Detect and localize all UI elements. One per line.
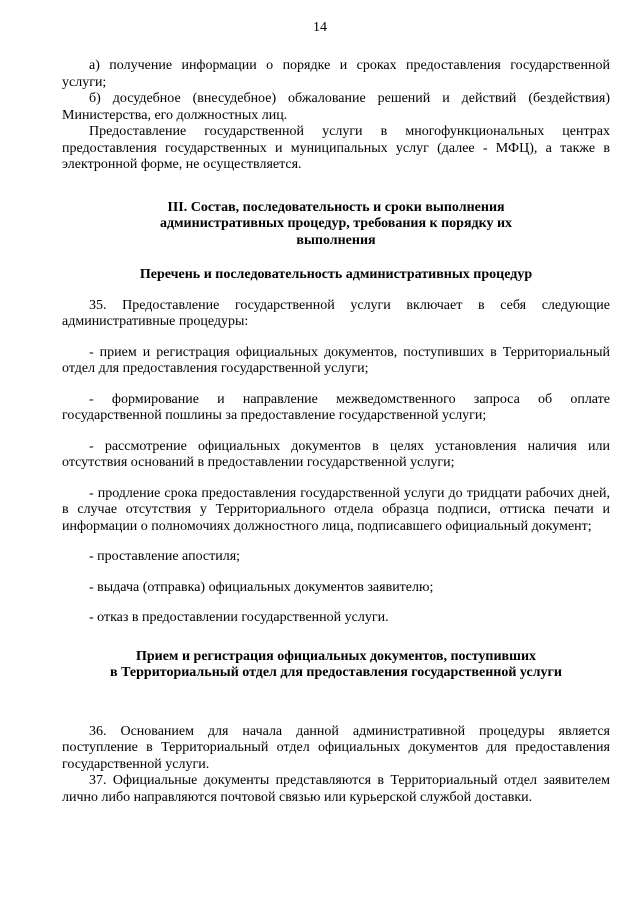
- procedure-item: - выдача (отправка) официальных документов заявителю;: [89, 579, 434, 595]
- document-body: [62, 58, 610, 806]
- procedure-item: - прием и регистрация официальных документов, поступивших в Территориальный отдел для предоставления государственной услуги;: [62, 344, 610, 376]
- paragraph-35: 35. Предоставление государственной услуги включает в себя следующие административные процедуры:: [62, 297, 610, 329]
- reception-heading-line1: Прием и регистрация официальных документов, поступивших: [135, 648, 537, 664]
- reception-section-heading: [62, 649, 610, 682]
- paragraph-37: 37. Официальные документы представляются в Территориальный отдел заявителем лично либо направляются почтовой связью или курьерской службой доставки.: [62, 773, 610, 805]
- section-3-heading-line2: административных процедур, требования к порядку их: [159, 216, 513, 231]
- paragraph-36: 36. Основанием для начала данной административной процедуры является поступление в Территориальный отдел официальных документов для предоставления государственной услуги.: [62, 723, 610, 772]
- section-3-heading: [62, 200, 610, 250]
- procedure-item: - формирование и направление межведомственного запроса об оплате государственной пошлины за предоставление государственной услуги;: [62, 391, 610, 423]
- procedure-item: - рассмотрение официальных документов в целях установления наличия или отсутствия оснований в предоставлении государственной услуги;: [62, 438, 610, 470]
- section-3-heading-line3: выполнения: [296, 232, 376, 248]
- procedures-list-heading: Перечень и последовательность административных процедур: [139, 267, 533, 282]
- procedure-item: - продление срока предоставления государственной услуги до тридцати рабочих дней, в случае отсутствия у Территориального отдела образца подписи, оттиска печати и информации о полномочиях должностного лица, подписавшего официальный документ;: [62, 485, 610, 534]
- reception-heading-line2: в Территориальный отдел для предоставления государственной услуги: [110, 665, 562, 680]
- item-b-paragraph: б) досудебное (внесудебное) обжалование решений и действий (бездействия) Министерства, его должностных лиц.: [62, 91, 610, 123]
- procedure-item: - отказ в предоставлении государственной услуги.: [89, 610, 389, 625]
- procedure-item: - проставление апостиля;: [89, 549, 241, 564]
- page-number: 14: [313, 20, 327, 35]
- mfc-note-paragraph: Предоставление государственной услуги в многофункциональных центрах предоставления государственных и муниципальных услуг (далее - МФЦ), а также в электронной форме, не осуществляется.: [62, 124, 610, 172]
- section-3-heading-line1: III. Состав, последовательность и сроки выполнения: [167, 199, 505, 215]
- item-a-paragraph: а) получение информации о порядке и сроках предоставления государственной услуги;: [62, 58, 610, 90]
